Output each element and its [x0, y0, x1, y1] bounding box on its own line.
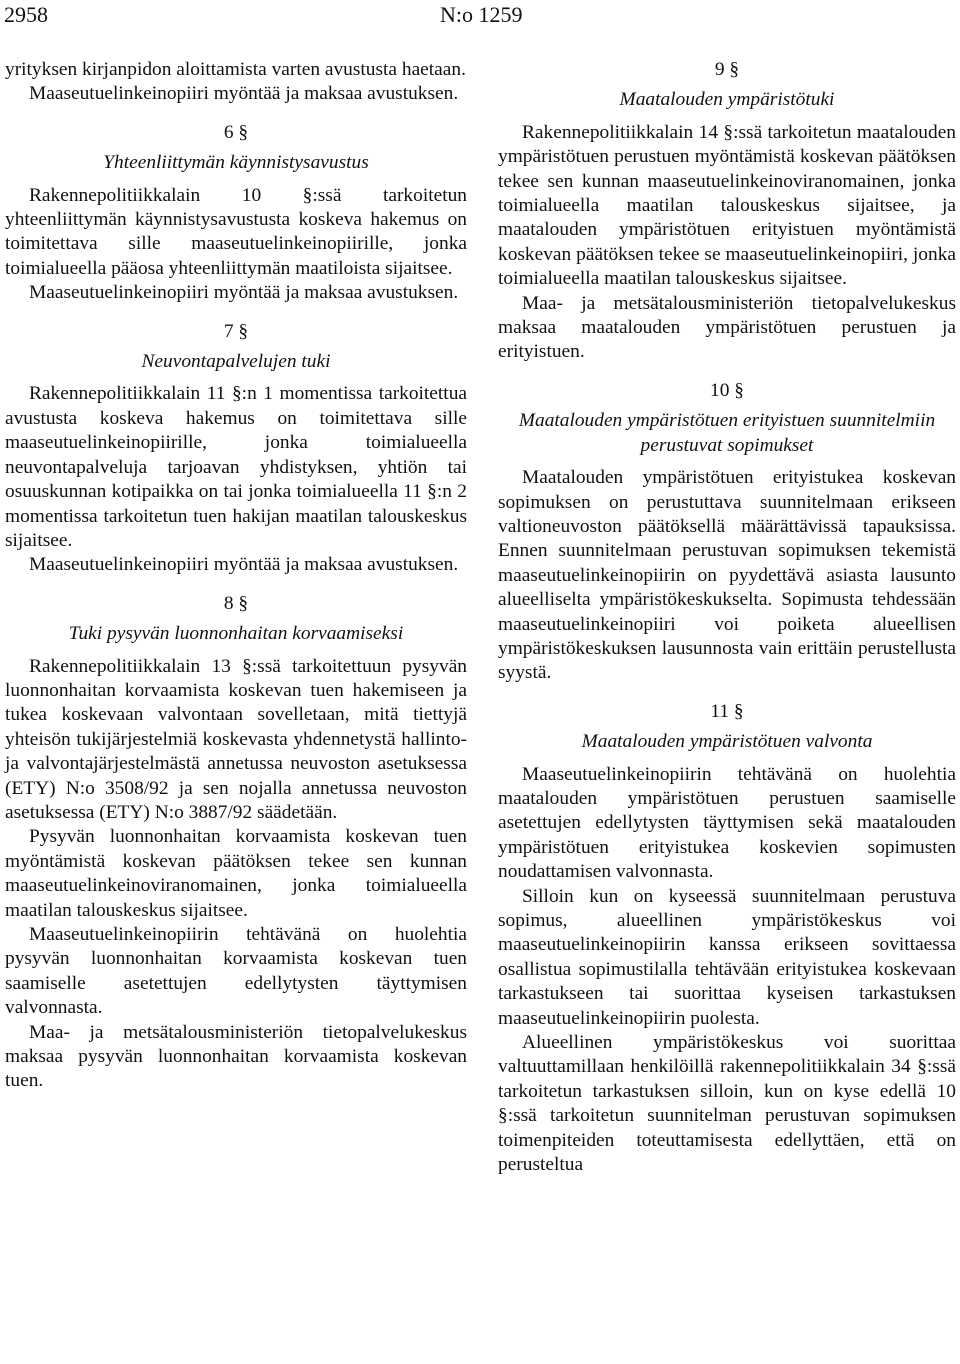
section-11 — [498, 700, 956, 1178]
section-6 — [5, 121, 467, 306]
section-10 — [498, 379, 956, 686]
intro-paragraph: Maaseutuelinkeinopiiri myöntää ja maksaa avustuksen. — [29, 83, 459, 105]
section-paragraph: Maa- ja metsätalousministeriön tietopalvelukeskus maksaa maatalouden ympäristötuen perustuen ja erityistuen. — [498, 292, 956, 363]
section-paragraph: Silloin kun on kyseessä suunnitelmaan perustuva sopimus, alueellinen ympäristökeskus voi maaseutuelinkeinopiirin kanssa erikseen sovittaessa osallistua sopimustilalla tehtävään erityistukea koskevaan tarkastukseen tai suorittaa kyseisen tarkastuksen maaseutuelinkeinopiirin puolesta. — [498, 885, 956, 1029]
section-title: Neuvontapalvelujen tuki — [141, 351, 331, 373]
section-title: Yhteenliittymän käynnistysavustus — [103, 152, 369, 174]
section-paragraph: Maaseutuelinkeinopiiri myöntää ja maksaa avustuksen. — [29, 282, 459, 304]
section-paragraph: Rakennepolitiikkalain 14 §:ssä tarkoitetun maatalouden ympäristötuen perustuen myöntämistä koskevan päätöksen tekee sen kunnan maaseutuelinkeinoviranomainen, jonka toimialueella maatilan talouskeskus sijaitsee, ja maatalouden ympäristötuen erityistuen myöntämistä koskevan päätöksen tekee se maaseutuelinkeinopiiri, jonka toimialueella maatilan talouskeskus sijaitsee. — [498, 121, 956, 290]
section-title: Maatalouden ympäristötuki — [619, 89, 835, 111]
document-number: N:o 1259 — [440, 2, 523, 27]
section-number: 9 § — [714, 59, 740, 80]
section-title: Maatalouden ympäristötuen erityistuen suunnitelmiin perustuvat sopimukset — [518, 410, 936, 456]
section-paragraph: Maaseutuelinkeinopiiri myöntää ja maksaa avustuksen. — [29, 554, 459, 576]
section-paragraph: Maaseutuelinkeinopiirin tehtävänä on huolehtia maatalouden ympäristötuen perustuen saamiselle asetettujen edellytysten täyttymisen sekä maatalouden ympäristötuen erityistukea koskevien sopimusten noudattamisen valvonnasta. — [498, 763, 956, 883]
page-header — [0, 0, 960, 40]
section-paragraph: Rakennepolitiikkalain 11 §:n 1 momentissa tarkoitettua avustusta koskeva hakemus on toimitettava sille maaseutuelinkeinopiirille, jonka toimialueella neuvontapalveluja tarjoavan yhdistyksen, yhtiön tai osuuskunnan kotipaikka on tai jonka toimialueella 11 §:n 2 momentissa tarkoitetun tuen hakijan maatilan talouskeskus sijaitsee. — [5, 383, 467, 551]
section-7 — [5, 320, 467, 578]
section-9 — [498, 58, 956, 365]
section-title: Maatalouden ympäristötuen valvonta — [581, 731, 873, 753]
section-paragraph: Rakennepolitiikkalain 13 §:ssä tarkoitettuun pysyvän luonnonhaitan korvaamista koskevan tuen hakemiseen ja tukea koskevaan valvontaan sovelletaan, mitä tiettyjä yhteisön tukijärjestelmiä koskevasta yhdennetystä hallinto- ja valvontajärjestelmästä annetussa neuvoston asetuksessa (ETY) N:o 3508/92 ja sen nojalla annetussa neuvoston asetuksessa (ETY) N:o 3887/92 säädetään. — [5, 655, 467, 823]
section-number: 11 § — [710, 700, 744, 722]
right-column — [498, 58, 956, 1177]
section-number: 10 § — [710, 379, 744, 401]
section-paragraph: Rakennepolitiikkalain 10 §:ssä tarkoitetun yhteenliittymän käynnistysavustusta koskeva hakemus on toimitettava sille maaseutuelinkeinopiirille, jonka toimialueella pääosa yhteenliittymän maatiloista sijaitsee. — [5, 184, 467, 279]
section-title: Tuki pysyvän luonnonhaitan korvaamiseksi — [68, 623, 404, 645]
section-8 — [5, 592, 467, 1094]
intro-paragraph: yrityksen kirjanpidon aloittamista varten avustusta haetaan. — [5, 59, 466, 80]
section-paragraph: Alueellinen ympäristökeskus voi suorittaa valtuuttamillaan henkilöillä rakennepolitiikkalain 34 §:ssä tarkoitetun tarkastuksen silloin, kun on kyse edellä 10 §:ssä tarkoitetun suunnitelman perustuvan sopimuksen toimenpiteiden toteuttamisesta edellyttäen, että on perusteltua — [498, 1032, 956, 1176]
section-number: 8 § — [223, 592, 249, 614]
section-paragraph: Maatalouden ympäristötuen erityistukea koskevan sopimuksen on perustuttava suunnitelmaan erikseen valtioneuvoston päätöksellä määrättävissä tapauksissa. Ennen suunnitelmaan perustuvan sopimuksen tekemistä maaseutuelinkeinopiirin on pyydettävä asiasta lausunto alueelliselta ympäristökeskukselta. Sopimusta tehdessään maaseutuelinkeinopiiri voi poiketa alueellisen ympäristökeskuksen lausunnosta vain erittäin perustellusta syystä. — [498, 467, 956, 684]
section-paragraph: Maaseutuelinkeinopiirin tehtävänä on huolehtia pysyvän luonnonhaitan korvaamista koskevan tuen saamiselle asetettujen edellytysten täyttymisen valvonnasta. — [5, 924, 467, 1019]
section-number: 7 § — [223, 320, 249, 342]
section-paragraph: Maa- ja metsätalousministeriön tietopalvelukeskus maksaa pysyvän luonnonhaitan korvaamista koskevan tuen. — [5, 1021, 467, 1092]
page-number: 2958 — [4, 2, 48, 27]
section-number: 6 § — [223, 121, 249, 143]
left-column — [5, 58, 467, 1094]
section-paragraph: Pysyvän luonnonhaitan korvaamista koskevan tuen myöntämistä koskevan päätöksen tekee sen kunnan maaseutuelinkeinoviranomainen, jonka toimialueella maatilan talouskeskus sijaitsee. — [5, 826, 467, 921]
